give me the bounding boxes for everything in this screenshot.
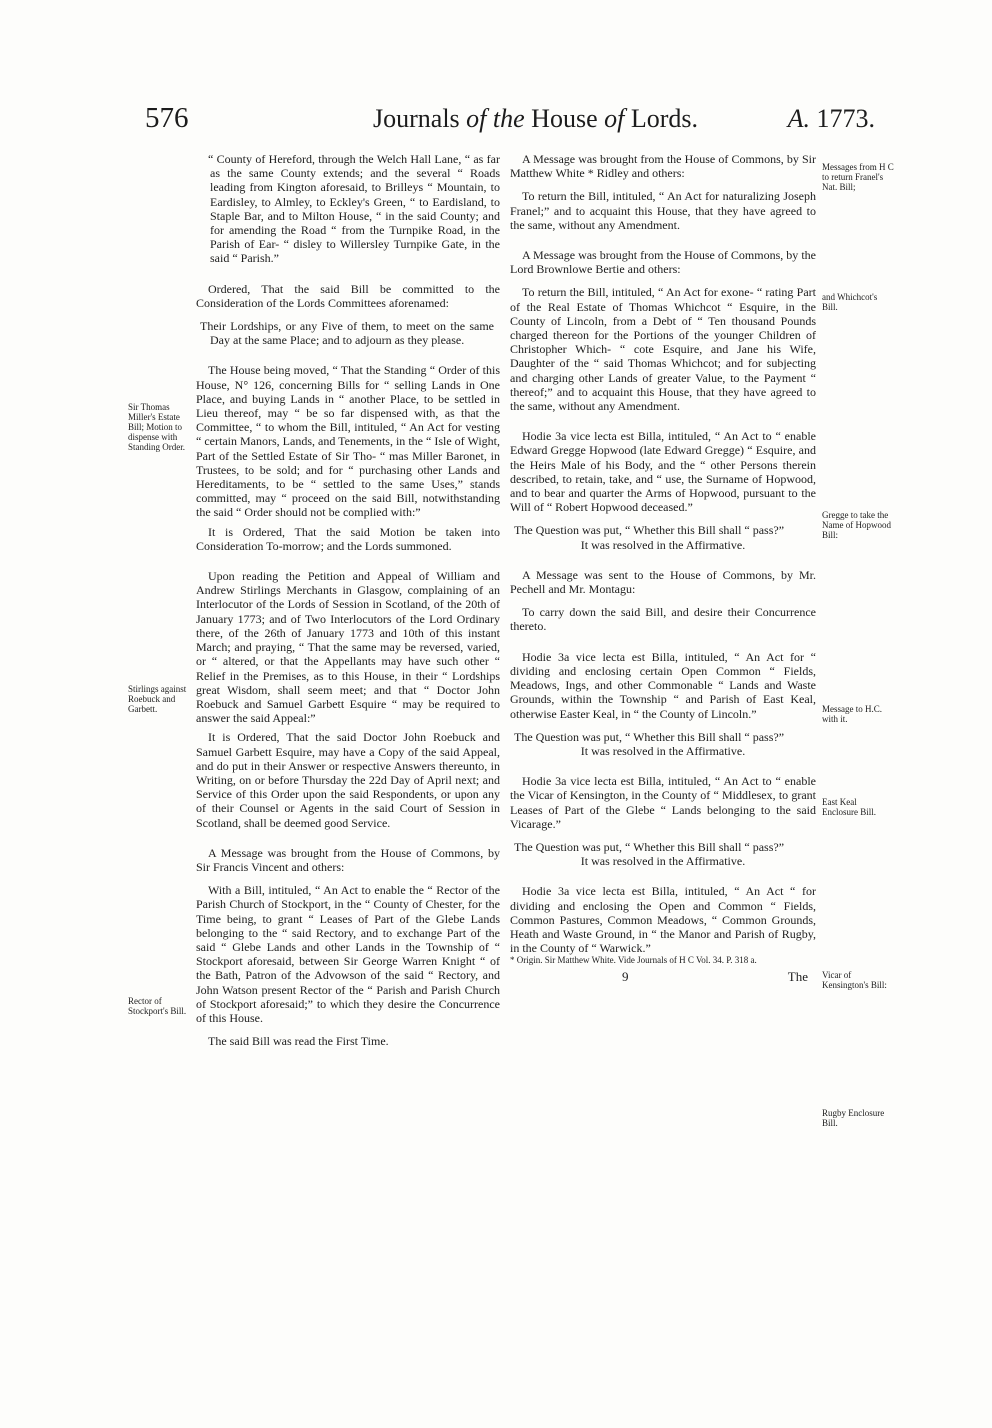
margin-note: Sir Thomas Miller's Estate Bill; Motion to dispense with Standing Order. bbox=[128, 402, 185, 452]
footnote: * Origin. Sir Matthew White. Vide Journals of H C Vol. 34. P. 318 a. bbox=[510, 955, 757, 966]
margin-note: East Keal Enclosure Bill. bbox=[822, 797, 876, 817]
spacer bbox=[196, 874, 500, 883]
title-lords: Lords. bbox=[630, 104, 699, 133]
margin-note: Rector of Stockport's Bill. bbox=[128, 996, 187, 1016]
paragraph: Hodie 3a vice lecta est Billa, intituled, “ An Act “ for dividing and enclosing the Open and Common “ Fields, Common Pastures, Common Meadows, “ Common Grounds, Heath and Waste Ground, in “ the Manor and Parish of Rugby, in the County of “ Warwick.” bbox=[510, 884, 816, 956]
paragraph: The Question was put, “ Whether this Bill shall “ pass?” bbox=[514, 839, 785, 854]
page-number: 576 bbox=[145, 102, 189, 134]
running-header bbox=[145, 100, 875, 144]
spacer bbox=[196, 310, 500, 319]
title-of: of bbox=[597, 104, 631, 133]
spacer bbox=[196, 1025, 500, 1034]
spacer bbox=[510, 596, 816, 605]
paragraph: “ County of Hereford, through the Welch Hall Lane, “ as far as the same County extends; and the several “ Roads leading from Kington aforesaid, to Brilleys “ Mountain, to Eardisley, to Almley, to Eckley's Green, “ to Eardisland, to Staple Bar, and to Milton House, “ in the said County; and for amending the Road “ from the Turnpike Road, in the Parish of Ear- “ disley to Willersley Turnpike Gate, in the said “ Parish.” bbox=[208, 152, 500, 266]
paragraph: The said Bill was read the First Time. bbox=[208, 1034, 389, 1049]
paragraph: It is Ordered, That the said Motion be taken into Consideration To-morrow; and the Lords summoned. bbox=[196, 524, 500, 553]
margin-note: Stirlings against Roebuck and Garbett. bbox=[128, 684, 187, 714]
signature-mark: 9 bbox=[622, 969, 629, 985]
margin-note: Vicar of Kensington's Bill: bbox=[822, 970, 887, 990]
running-title bbox=[373, 104, 698, 134]
paragraph: A Message was brought from the House of Commons, by Sir Francis Vincent and others: bbox=[196, 845, 500, 874]
spacer bbox=[510, 721, 816, 730]
spacer bbox=[510, 514, 816, 523]
paragraph: Upon reading the Petition and Appeal of William and Andrew Stirlings Merchants in Glasgow, complaining of an Interlocutor of the Lords of Session in Scotland, of the 20th of January 1773; and of Two Interlocutors of the Lord Ordinary there, of the 26th of January 1773 and 10th of this instant March; and praying, “ That the same may be reversed, varied, or “ altered, or that the Appellants may have such other “ Relief in the Premises, as to this House, in their “ Lordships great Wisdom, shall seem meet; and that “ Doctor John Roebuck and Samuel Garbett Esquire “ may be required to answer the said Appeal:” bbox=[196, 569, 500, 726]
paragraph: To carry down the said Bill, and desire their Concurrence thereto. bbox=[510, 605, 816, 634]
paragraph: To return the Bill, intituled, “ An Act for naturalizing Joseph Franel;” and to acquaint this House, that they have agreed to the same, without any Amendment. bbox=[510, 189, 816, 232]
paragraph: Hodie 3a vice lecta est Billa, intituled, “ An Act to “ enable Edward Gregge Hopwood (late Edward Gregge) “ Esquire, and the Heirs Male of his Body, and the “ other Persons therein described, to retain, take, and “ use, the Surname of Hopwood, and to bear and quarter the Arms of Hopwood, pursuant to the Will of “ Robert Hopwood deceased.” bbox=[510, 429, 816, 515]
catchword: The bbox=[787, 969, 808, 985]
right-column bbox=[510, 152, 816, 985]
title-of-the: of the bbox=[459, 104, 532, 133]
spacer bbox=[196, 830, 500, 846]
spacer bbox=[510, 831, 816, 840]
paragraph: With a Bill, intituled, “ An Act to enable the “ Rector of the Parish Church of Stockport, in the “ County of Chester, for the Time being, to grant “ Leases of Part of the Glebe Lands belonging to the “ said Rectory, and to exchange Part of the said “ Glebe Lands and other Lands in the Township of “ Stockport aforesaid, between Sir George Warren Knight “ of the Bath, Patron of the Advowson of the said “ Rectory, and John Watson present Rector of the “ Parish and Parish Church of Stockport aforesaid;” to which they desire the Concurrence of this House. bbox=[196, 883, 500, 1025]
paragraph: The House being moved, “ That the Standing “ Order of this House, N° 126, concerning Bills for “ selling Lands in One Place, and buying Lands in “ another Place, to be settled in Lieu thereof, may “ be so far dispensed with, as that the Committee, “ to whom the Bill, intituled, “ An Act for vesting “ certain Manors, Lands, and Tenements, in the “ Isle of Wight, Part of the Settled Estate of Sir Tho- “ mas Miller Baronet, in Trustees, to be sold; and for “ purchasing other Lands and Hereditaments, to be “ settled to the same Uses,” stands committed, may “ proceed on the said Bill, notwithstanding the said “ Order should not be complied with:” bbox=[196, 363, 500, 520]
paragraph: To return the Bill, intituled, “ An Act for exone- “ rating Part of the Real Estate of Thomas Whichcot “ Esquire, in the County of Lincoln, from a Debt of “ Ten thousand Pounds charged thereon for the Portions of the younger Children of Christopher Which- “ cote Esquire, and Jane his Wife, Daughter of the “ said Thomas Whichcot; and for subjecting and charging other Lands of greater Value, to the Payment “ thereof;” and to acquaint this House, that they have agreed to the same, without any Amendment. bbox=[510, 285, 816, 414]
paragraph: The Question was put, “ Whether this Bill shall “ pass?” bbox=[514, 523, 785, 538]
margin-note: Message to H.C. with it. bbox=[822, 704, 882, 724]
spacer bbox=[510, 868, 816, 884]
paragraph: A Message was brought from the House of Commons, by the Lord Brownlowe Bertie and others: bbox=[510, 248, 816, 277]
margin-note: Messages from H C to return Franel's Nat. Bill; bbox=[822, 162, 894, 192]
paragraph: It is Ordered, That the said Doctor John Roebuck and Samuel Garbett Esquire, may have a Copy of the said Appeal, and do put in their Answer or respective Answers thereunto, in Writing, on or before Thursday the 22d Day of April next; and Service of this Order upon the said Respondents, or upon any of their Counsel or Agents in the said Court of Session in Scotland, shall be deemed good Service. bbox=[196, 730, 500, 830]
paragraph: Hodie 3a vice lecta est Billa, intituled, “ An Act to “ enable the Vicar of Kensington, in the County of “ Middlesex, to grant Leases of Part of the Glebe “ Lands belonging to the said Vicarage.” bbox=[510, 774, 816, 831]
paragraph: A Message was brought from the House of Commons, by Sir Matthew White * Ridley and others: bbox=[510, 152, 816, 181]
spacer bbox=[196, 266, 500, 282]
margin-note: Gregge to take the Name of Hopwood Bill: bbox=[822, 510, 891, 540]
margin-note: Rugby Enclosure Bill. bbox=[822, 1108, 885, 1128]
signature-catchword bbox=[510, 970, 816, 984]
paragraph: It was resolved in the Affirmative. bbox=[580, 743, 746, 758]
paragraph: It was resolved in the Affirmative. bbox=[580, 854, 746, 869]
year-value: 1773. bbox=[816, 104, 875, 133]
spacer bbox=[510, 276, 816, 285]
paragraph: Ordered, That the said Bill be committed to the Consideration of the Lords Committees aforenamed: bbox=[196, 281, 500, 310]
title-house: House bbox=[531, 104, 598, 133]
year-prefix: A. bbox=[787, 104, 810, 133]
spacer bbox=[196, 553, 500, 569]
spacer bbox=[196, 347, 500, 363]
spacer bbox=[510, 413, 816, 429]
spacer bbox=[510, 634, 816, 650]
year bbox=[788, 104, 875, 134]
spacer bbox=[510, 758, 816, 774]
spacer bbox=[510, 180, 816, 189]
paragraph: Their Lordships, or any Five of them, to meet on the same Day at the same Place; and to adjourn as they please. bbox=[200, 319, 494, 348]
spacer bbox=[510, 552, 816, 568]
paragraph: It was resolved in the Affirmative. bbox=[580, 537, 746, 552]
title-journals: Journals bbox=[373, 104, 460, 133]
spacer bbox=[510, 232, 816, 248]
margin-note: and Whichcot's Bill. bbox=[822, 292, 878, 312]
paragraph: The Question was put, “ Whether this Bill shall “ pass?” bbox=[514, 729, 785, 744]
left-column bbox=[196, 152, 500, 1048]
paragraph: Hodie 3a vice lecta est Billa, intituled, “ An Act for “ dividing and enclosing certain Open Common “ Fields, Meadows, Ings, and other Commonable “ Lands and Waste Grounds, within the Township “ and Parish of East Keal, otherwise Easter Keal, in “ the County of Lincoln.” bbox=[510, 649, 816, 721]
paragraph: A Message was sent to the House of Commons, by Mr. Pechell and Mr. Montagu: bbox=[510, 567, 816, 597]
